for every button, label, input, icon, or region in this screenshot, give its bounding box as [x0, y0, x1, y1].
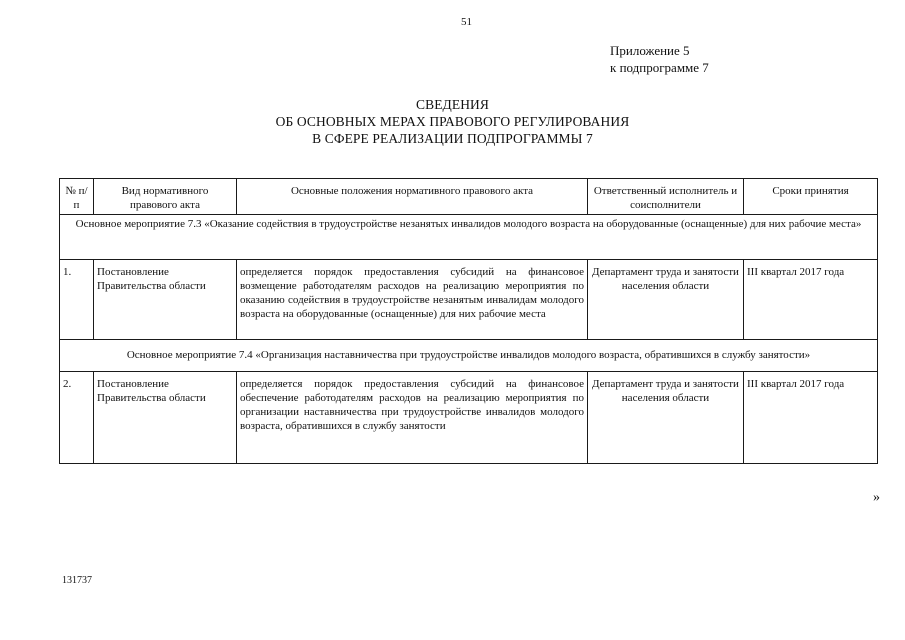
page-number: 51 [461, 16, 472, 28]
section-title: Основное мероприятие 7.4 «Организация наставничества при трудоустройстве инвалидов молодого возраста, обратившихся в службу занятости» [60, 340, 878, 372]
document-code: 131737 [62, 575, 92, 586]
table-header-row [60, 179, 878, 215]
appendix-line-1: Приложение 5 [610, 43, 690, 58]
header-number: № п/п [60, 179, 94, 215]
header-term: Сроки принятия [744, 179, 878, 215]
term-cell: III квартал 2017 года [744, 372, 878, 464]
table-row [60, 372, 878, 464]
act-type-cell: Постановление Правительства области [94, 372, 237, 464]
term-cell: III квартал 2017 года [744, 260, 878, 340]
main-provisions-cell: определяется порядок предоставления субсидий на финансовое возмещение работодателям расходов на реализацию мероприятия по оказанию содействия в трудоустройстве незанятым инвалидам молодого возраста на оборудованные (оснащенные) для них рабочие места [237, 260, 588, 340]
appendix-reference [610, 42, 709, 76]
closing-quote-mark: » [873, 490, 880, 505]
row-number: 1. [60, 260, 94, 340]
measures-table [59, 178, 878, 464]
section-title: Основное мероприятие 7.3 «Оказание содействия в трудоустройстве незанятых инвалидов молодого возраста на оборудованные (оснащенные) для них рабочие места» [60, 215, 878, 260]
main-provisions-cell: определяется порядок предоставления субсидий на финансовое обеспечение работодателям расходов на реализацию мероприятия по организации наставничества при трудоустройстве инвалидов молодого возраста, обратившихся в службу занятости [237, 372, 588, 464]
header-act-type: Вид нормативного правового акта [94, 179, 237, 215]
appendix-line-2: к подпрограмме 7 [610, 60, 709, 75]
header-responsible: Ответственный исполнитель и соисполнители [588, 179, 744, 215]
section-row [60, 215, 878, 260]
section-row [60, 340, 878, 372]
document-title [0, 96, 905, 147]
header-main-provisions: Основные положения нормативного правового акта [237, 179, 588, 215]
table-row [60, 260, 878, 340]
row-number: 2. [60, 372, 94, 464]
title-line-1: СВЕДЕНИЯ [415, 97, 489, 112]
title-line-3: В СФЕРЕ РЕАЛИЗАЦИИ ПОДПРОГРАММЫ 7 [312, 131, 593, 146]
act-type-cell: Постановление Правительства области [94, 260, 237, 340]
responsible-cell: Департамент труда и занятости населения области [588, 260, 744, 340]
responsible-cell: Департамент труда и занятости населения области [588, 372, 744, 464]
title-line-2: ОБ ОСНОВНЫХ МЕРАХ ПРАВОВОГО РЕГУЛИРОВАНИЯ [275, 114, 630, 129]
